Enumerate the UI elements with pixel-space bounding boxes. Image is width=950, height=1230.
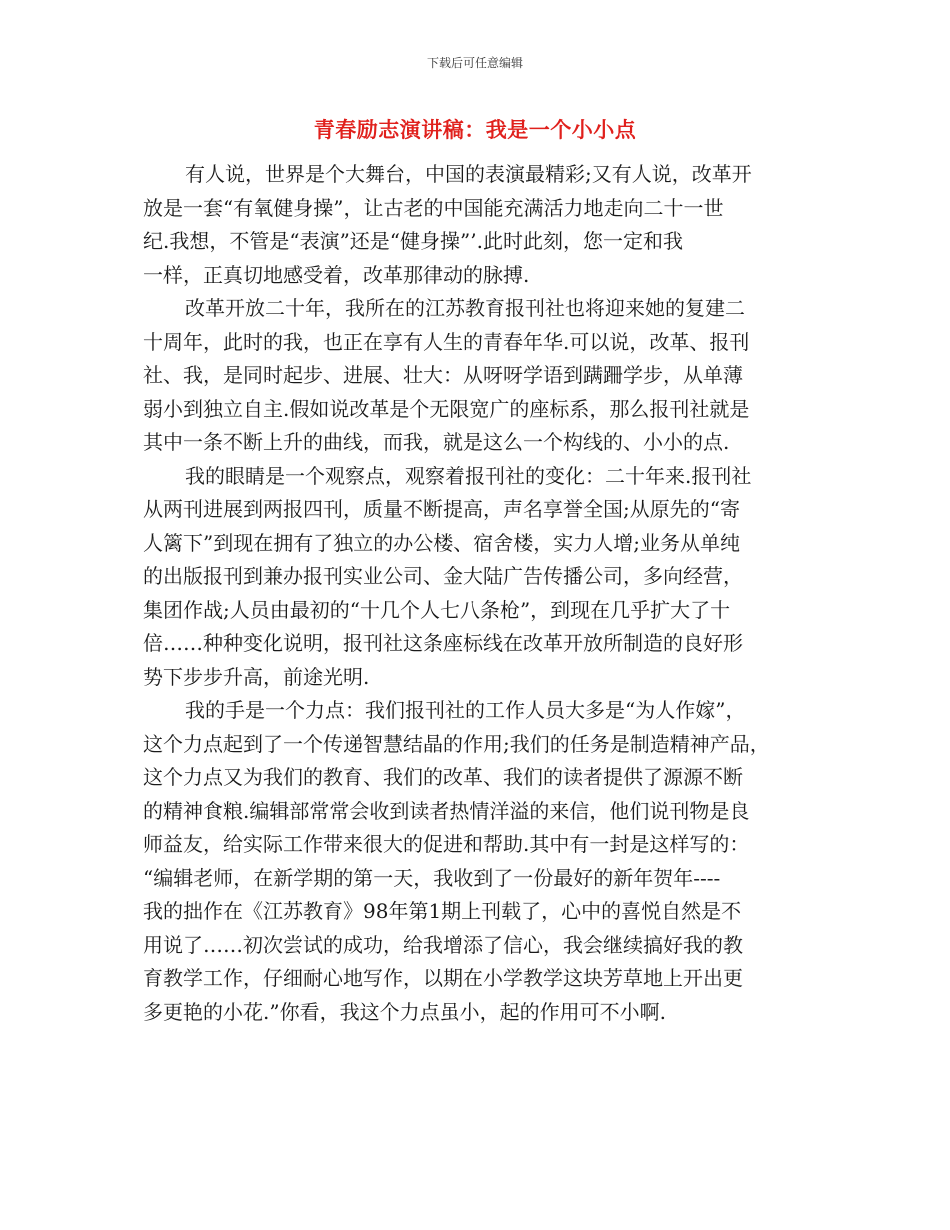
paragraph bbox=[143, 158, 813, 292]
text-line: 其中一条不断上升的曲线，而我，就是这么一个构线的、小小的点. bbox=[143, 430, 730, 454]
text-line: 弱小到独立自主.假如说改革是个无限宽广的座标系，那么报刊社就是 bbox=[143, 396, 750, 421]
text-line: 放是一套“有氧健身操”，让古老的中国能充满活力地走向二十一世 bbox=[143, 195, 724, 220]
text-line: 这个力点又为我们的教育、我们的改革、我们的读者提供了源源不断 bbox=[143, 765, 743, 789]
document-body bbox=[143, 158, 813, 1029]
paragraph bbox=[143, 460, 813, 695]
text-line: 多更艳的小花.”你看，我这个力点虽小，起的作用可不小啊. bbox=[143, 999, 666, 1024]
text-line: 从两刊进展到两报四刊，质量不断提高，声名享誉全国;从原先的“寄 bbox=[143, 497, 740, 521]
text-line: 育教学工作，仔细耐心地写作，以期在小学教学这块芳草地上开出更 bbox=[143, 966, 743, 990]
text-line: 改革开放二十年，我所在的江苏教育报刊社也将迎来她的复建二 bbox=[185, 296, 745, 320]
paragraph bbox=[143, 694, 813, 1029]
paragraph bbox=[143, 292, 813, 460]
text-line: 我的手是一个力点：我们报刊社的工作人员大多是“为人作嫁”， bbox=[185, 698, 746, 722]
text-line: 倍……种种变化说明，报刊社这条座标线在改革开放所制造的良好形 bbox=[143, 631, 743, 655]
text-line: 的出版报刊到兼办报刊实业公司、金大陆广告传播公司，多向经营， bbox=[143, 564, 743, 588]
text-line: 师益友，给实际工作带来很大的促进和帮助.其中有一封是这样写的： bbox=[143, 832, 750, 856]
text-line: 人篱下”到现在拥有了独立的办公楼、宿舍楼，实力人增;业务从单纯 bbox=[143, 530, 740, 555]
text-line: 有人说，世界是个大舞台，中国的表演最精彩;又有人说，改革开 bbox=[185, 162, 752, 186]
document-title: 青春励志演讲稿：我是一个小小点 bbox=[313, 118, 637, 142]
text-line: 十周年，此时的我，也正在享有人生的青春年华.可以说，改革、报刊 bbox=[143, 329, 750, 354]
text-line: 一样，正真切地感受着，改革那律动的脉搏. bbox=[143, 262, 530, 287]
text-line: 我的眼睛是一个观察点，观察着报刊社的变化：二十年来.报刊社 bbox=[185, 463, 752, 488]
text-line: 的精神食粮.编辑部常常会收到读者热情洋溢的来信，他们说刊物是良 bbox=[143, 798, 750, 823]
text-line: “编辑老师，在新学期的第一天，我收到了一份最好的新年贺年---- bbox=[143, 865, 721, 890]
text-line: 集团作战;人员由最初的“十几个人七八条枪”，到现在几乎扩大了十 bbox=[143, 597, 731, 622]
text-line: 纪.我想，不管是“表演”还是“健身操”’.此时此刻，您一定和我 bbox=[143, 229, 683, 253]
text-line: 用说了……初次尝试的成功，给我增添了信心，我会继续搞好我的教 bbox=[143, 932, 743, 957]
text-line: 我的拙作在《江苏教育》98年第1期上刊载了，心中的喜悦自然是不 bbox=[143, 899, 742, 923]
page-header-note: 下载后可任意编辑 bbox=[426, 56, 523, 70]
text-line: 这个力点起到了一个传递智慧结晶的作用;我们的任务是制造精神产品， bbox=[143, 731, 770, 756]
text-line: 社、我，是同时起步、进展、壮大：从呀呀学语到蹒跚学步，从单薄 bbox=[143, 363, 743, 387]
text-line: 势下步步升高，前途光明. bbox=[143, 664, 370, 689]
